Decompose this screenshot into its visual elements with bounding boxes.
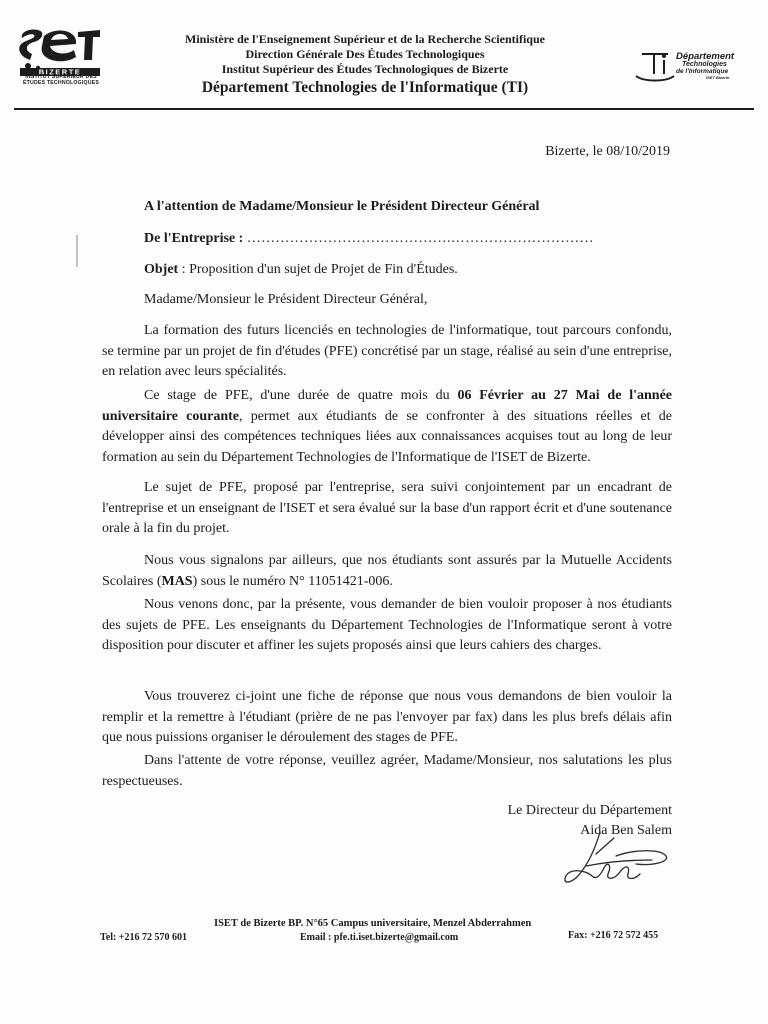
paragraph-1 (102, 321, 672, 383)
svg-text:BIZERTE: BIZERTE (38, 67, 82, 76)
paragraph-7-text: Dans l'attente de votre réponse, veuillez agréer, Madame/Monsieur, nos salutations les plus respectueuses. (102, 753, 672, 789)
paragraph-3 (102, 478, 672, 540)
footer-tel: Tel: +216 72 570 601 (100, 932, 187, 943)
ti-logo-text (676, 52, 756, 80)
footer-fax: Fax: +216 72 572 455 (568, 930, 659, 941)
paragraph-4-mas: MAS (161, 573, 193, 589)
signer-name: Aida Ben Salem (580, 823, 672, 838)
paragraph-2-dates: 06 Février au 27 Mai de l'année universitaire courante (102, 388, 672, 424)
paragraph-6-text: Vous trouverez ci-joint une fiche de réponse que nous vous demandons de bien vouloir la remplir et la remettre à l'étudiant (prière de ne pas l'envoyer par fax) dans les plus brefs délais afin que nous puissions organiser le déroulement des stages de PFE. (102, 689, 672, 745)
salutation: Madame/Monsieur le Président Directeur Général, (144, 292, 428, 307)
footer-email: Email : pfe.ti.iset.bizerte@gmail.com (300, 932, 459, 943)
paragraph-2 (102, 386, 672, 468)
institute-line: Institut Supérieur des Études Technologiques de Bizerte (221, 62, 509, 76)
directorate-line: Direction Générale Des Études Technologiques (245, 47, 485, 61)
paragraph-6 (102, 687, 672, 749)
header-divider (14, 108, 754, 110)
department-title: Département Technologies de l'Informatique (TI) (201, 79, 529, 96)
ministry-line: Ministère de l'Enseignement Supérieur et de la Recherche Scientifique (185, 32, 545, 46)
company-label: De l'Entreprise : (144, 231, 244, 246)
paragraph-4-text-a: Nous vous signalons par ailleurs, que nos étudiants sont assurés par la Mutuelle Accidents Scolaires ( (102, 553, 672, 589)
letter-date: Bizerte, le 08/10/2019 (545, 144, 670, 159)
paragraph-5 (102, 595, 672, 657)
scan-artifact (76, 235, 78, 267)
ti-logo-line2: Technologies (682, 61, 727, 68)
addressee-line: A l'attention de Madame/Monsieur le Président Directeur Général (144, 199, 540, 214)
object-line (144, 262, 458, 278)
paragraph-3-text: Le sujet de PFE, proposé par l'entreprise, sera suivi conjointement par un encadrant de l'entreprise et un enseignant de l'ISET et sera évalué sur la base d'un rapport écrit et d'une soutenance orale à la fin du projet. (102, 480, 672, 536)
object-text: : Proposition d'un sujet de Projet de Fin d'Études. (178, 262, 458, 277)
paragraph-2-text-c: , permet aux étudiants de se confronter à des situations réelles et de développer ainsi des compétences techniques liées aux connaissances acquises tout au long de leur formation au sein du Département Technologies de l'Informatique de l'ISET de Bizerte. (102, 408, 672, 465)
signer-title: Le Directeur du Département (507, 803, 672, 818)
object-label: Objet (144, 262, 179, 277)
ti-logo-line3: de l'Informatique (676, 68, 729, 75)
letterhead (140, 32, 590, 97)
footer-address: ISET de Bizerte BP. N°65 Campus universitaire, Menzel Abderrahmen (214, 918, 532, 929)
company-line (144, 231, 594, 247)
logo-subtitle: INSTITUT SUPÉRIEUR DES ÉTUDES TECHNOLOGIQUES (23, 74, 99, 86)
paragraph-1-text: La formation des futurs licenciés en technologies de l'informatique, tout parcours confondu, se termine par un projet de fin d'études (PFE) concrétisé par un stage, réalisé au sein d'une entreprise, en relation avec leurs spécialités. (102, 323, 672, 379)
iset-bizerte-logo (16, 24, 104, 98)
paragraph-7 (102, 751, 672, 792)
ti-logo-line4: ISET Bizerte (706, 75, 730, 80)
paragraph-5-text: Nous venons donc, par la présente, vous demander de bien vouloir proposer à nos étudiants des sujets de PFE. Les enseignants du Département Technologies de l'Informatique seront à votre disposition pour discuter et affiner les sujets proposés ainsi que leurs cahiers des charges. (102, 597, 672, 653)
paragraph-4 (102, 551, 672, 592)
paragraph-4-text-c: ) sous le numéro N° 11051421-006. (192, 573, 393, 589)
paragraph-2-text-a: Ce stage de PFE, d'une durée de quatre mois du (144, 388, 458, 403)
handwritten-signature (556, 826, 676, 896)
ti-logo-line1: Département (676, 51, 735, 62)
company-blank: …………………………………….………………………… (246, 231, 594, 246)
